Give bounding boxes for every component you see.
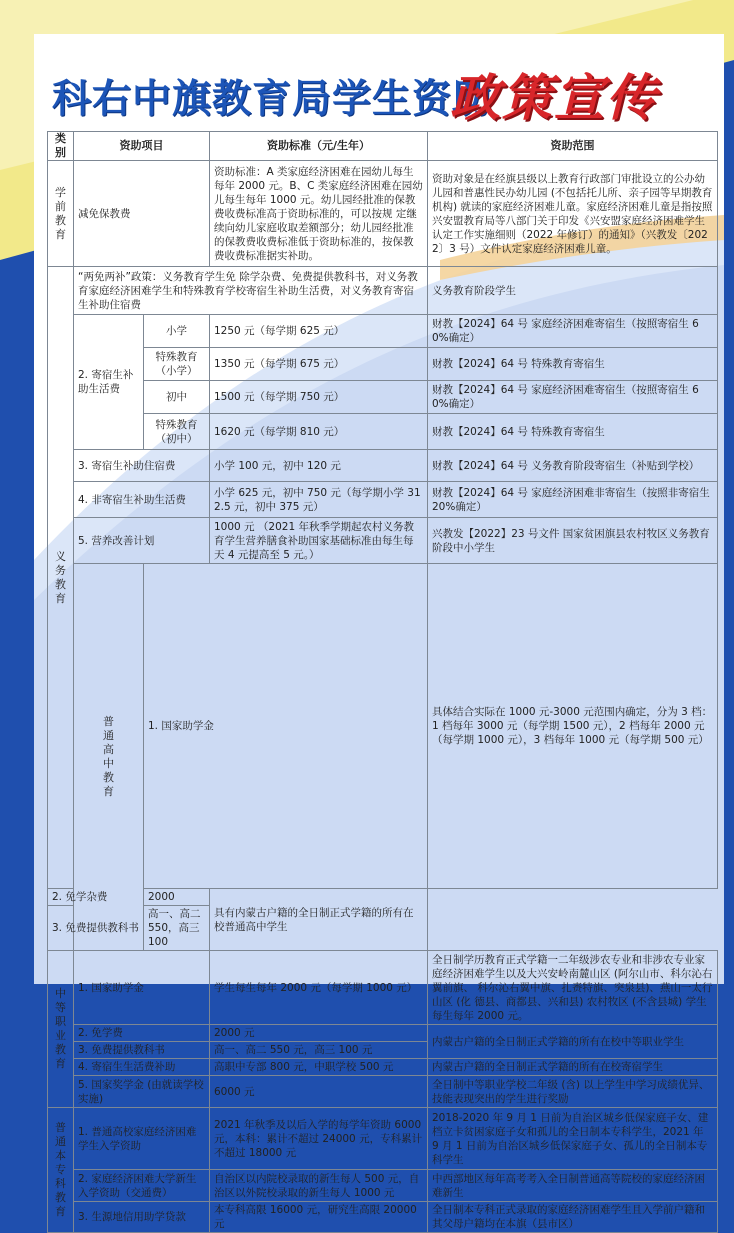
header-standard: 资助标准（元/生年） xyxy=(210,132,428,161)
table-row xyxy=(48,1025,718,1042)
header-scope: 资助范围 xyxy=(428,132,718,161)
item-cell: 1. 国家助学金 xyxy=(74,951,210,1025)
table-row xyxy=(48,1059,718,1076)
poster-title-accent: 政策宣传 xyxy=(450,69,658,127)
standard-cell: 1000 元 （2021 年秋季学期起农村义务教育学生营养膳食补助国家基础标准由每生每天 4 元提高至 5 元。） xyxy=(210,518,428,564)
item-cell: 3. 免费提供教科书 xyxy=(48,906,144,951)
standard-cell: 具体结合实际在 1000 元-3000 元范围内确定，分为 3 档：1 档每年 3000 元（每学期 1500 元），2 档每年 2000 元（每学期 1000 元），3 档每年 1000 元（每学期 500 元） xyxy=(428,564,718,889)
level-cell: 初中 xyxy=(144,381,210,414)
scope-cell: 财教【2024】64 号 家庭经济困难非寄宿生（按照非寄宿生 20%确定） xyxy=(428,482,718,518)
table-row xyxy=(48,1202,718,1233)
table-row xyxy=(48,889,718,906)
poster-title: 科右中旗教育局学生资助 xyxy=(52,77,493,122)
table-row xyxy=(48,450,718,482)
standard-cell: 2000 xyxy=(144,889,210,906)
table-row xyxy=(48,1076,718,1108)
item-cell: 2. 家庭经济困难大学新生入学资助（交通费） xyxy=(74,1170,210,1202)
table-row xyxy=(48,564,718,889)
scope-cell: 资助对象是在经旗县级以上教育行政部门审批设立的公办幼儿园和普惠性民办幼儿园 (不包括托儿所、亲子园等早期教育 机构) 就读的家庭经济困难儿童。家庭经济困难儿童是指按照兴安盟教育局等八部门关于印发《兴安盟家庭经济困难学生认定工作实施细则（2022 年修订）的通知》（兴教发〔2022〕3 号）文件认定家庭经济困难儿童。 xyxy=(428,161,718,267)
item-cell: 5. 国家奖学金 (由就读学校实施) xyxy=(74,1076,210,1108)
item-cell: 1. 国家助学金 xyxy=(144,564,428,889)
standard-cell: 自治区以内院校录取的新生每人 500 元，自治区以外院校录取的新生每人 1000 元 xyxy=(210,1170,428,1202)
scope-cell: 内蒙古户籍的全日制正式学籍的所有在校中等职业学生 xyxy=(428,1025,718,1059)
scope-cell: 财教【2024】64 号 特殊教育寄宿生 xyxy=(428,348,718,381)
level-cell: 特殊教育（小学） xyxy=(144,348,210,381)
category-cell xyxy=(48,1108,74,1233)
standard-cell: 1350 元（每学期 675 元） xyxy=(210,348,428,381)
table-header-row xyxy=(48,132,718,161)
scope-cell: 财教【2024】64 号 特殊教育寄宿生 xyxy=(428,414,718,450)
item-cell: 5. 营养改善计划 xyxy=(74,518,210,564)
item-cell: 1. 普通高校家庭经济困难学生入学资助 xyxy=(74,1108,210,1170)
scope-cell: 内蒙古户籍的全日制正式学籍的所有在校寄宿学生 xyxy=(428,1059,718,1076)
scope-cell: 兴教发【2022】23 号文件 国家贫困旗县农村牧区义务教育阶段中小学生 xyxy=(428,518,718,564)
table-row xyxy=(48,348,718,381)
standard-cell: 6000 元 xyxy=(210,1076,428,1108)
scope-cell: 全日制学历教育正式学籍一二年级涉农专业和非涉农专业家庭经济困难学生以及大兴安岭南麓山区 (阿尔山市、科尔沁右翼前旗、 科尔沁右翼中旗、扎赉特旗、突泉县)、燕山一太行山区 (化 德县、商都县、兴和县) 农村牧区 (不含县城) 学生每生每年 2000 元。 xyxy=(428,951,718,1025)
category-label: 中等职业教育 xyxy=(55,987,66,1070)
scope-cell: 2018-2020 年 9 月 1 日前为自治区城乡低保家庭子女、建档立卡贫困家庭子女和孤儿的全日制本专科学生，2021 年 9 月 1 日前为自治区城乡低保家庭子女、孤儿的全日制本专科学生 xyxy=(428,1108,718,1170)
item-cell: 3. 寄宿生补助住宿费 xyxy=(74,450,210,482)
table-row xyxy=(48,518,718,564)
item-cell: 2. 免学费 xyxy=(74,1025,210,1042)
item-cell: 2. 寄宿生补助生活费 xyxy=(74,315,144,450)
table-row xyxy=(48,1170,718,1202)
item-cell: 减免保教费 xyxy=(74,161,210,267)
category-label: 学前教育 xyxy=(55,185,66,241)
header-item: 资助项目 xyxy=(74,132,210,161)
scope-cell: 义务教育阶段学生 xyxy=(428,267,718,315)
table-row xyxy=(48,1108,718,1170)
level-cell: 小学 xyxy=(144,315,210,348)
header-category: 类别 xyxy=(48,132,74,161)
scope-cell: 财教【2024】64 号 义务教育阶段寄宿生（补贴到学校） xyxy=(428,450,718,482)
table-row xyxy=(48,267,718,315)
item-cell: 3. 生源地信用助学贷款 xyxy=(74,1202,210,1233)
scope-cell: 财教【2024】64 号 家庭经济困难寄宿生（按照寄宿生 60%确定） xyxy=(428,315,718,348)
standard-cell: 资助标准：A 类家庭经济困难在园幼儿每生每年 2000 元。B、C 类家庭经济困难在园幼儿每生每年 1000 元。幼儿园经批准的保教费收费标准高于资助标准的，可以按规 定继续向幼儿家庭收取差额部分；幼儿园经批准的保教费收费标准低于资助标准的，按保教费收费标准据实补助。 xyxy=(210,161,428,267)
standard-cell: 高一、高二 550 元，高三 100 元 xyxy=(210,1042,428,1059)
policy-table xyxy=(47,131,718,1233)
item-cell: 2. 免学杂费 xyxy=(48,889,144,906)
table-row xyxy=(48,482,718,518)
scope-cell: 中西部地区每年高考考入全日制普通高等院校的家庭经济困难新生 xyxy=(428,1170,718,1202)
standard-cell: 小学 100 元，初中 120 元 xyxy=(210,450,428,482)
table-row xyxy=(48,951,718,1025)
standard-cell: 高职中专部 800 元，中职学校 500 元 xyxy=(210,1059,428,1076)
category-label: 义务教育 xyxy=(55,549,66,605)
item-cell: 4. 寄宿生生活费补助 xyxy=(74,1059,210,1076)
scope-cell: 全日制中等职业学校二年级 (含) 以上学生中学习成绩优异、技能表现突出的学生进行奖励 xyxy=(428,1076,718,1108)
category-cell xyxy=(48,267,74,889)
table-row xyxy=(48,381,718,414)
scope-cell: 财教【2024】64 号 家庭经济困难寄宿生（按照寄宿生 60%确定） xyxy=(428,381,718,414)
item-cell: 3. 免费提供教科书 xyxy=(74,1042,210,1059)
category-label: 普通高中教育 xyxy=(103,715,114,798)
standard-cell: 学生每生每年 2000 元（每学期 1000 元） xyxy=(210,951,428,1025)
standard-cell: 2021 年秋季及以后入学的每学年资助 6000 元，本科：累计不超过 24000 元，专科累计不超过 18000 元 xyxy=(210,1108,428,1170)
standard-cell: 1620 元（每学期 810 元） xyxy=(210,414,428,450)
table-row xyxy=(48,414,718,450)
item-cell: “两免两补”政策：义务教育学生免 除学杂费、免费提供教科书，对义务教育家庭经济困难学生和特殊教育学校寄宿生补助生活费，对义务教育寄宿生补助住宿费 xyxy=(74,267,428,315)
standard-cell: 2000 元 xyxy=(210,1025,428,1042)
standard-cell: 高一、高二 550，高三 100 xyxy=(144,906,210,951)
scope-cell: 全日制本专科正式录取的家庭经济困难学生且入学前户籍和其父母户籍均在本旗（县市区） xyxy=(428,1202,718,1233)
standard-cell: 1250 元（每学期 625 元） xyxy=(210,315,428,348)
category-cell xyxy=(48,951,74,1108)
category-cell xyxy=(48,161,74,267)
item-cell: 4. 非寄宿生补助生活费 xyxy=(74,482,210,518)
table-row xyxy=(48,161,718,267)
standard-cell: 小学 625 元，初中 750 元（每学期小学 312.5 元，初中 375 元） xyxy=(210,482,428,518)
table-row xyxy=(48,315,718,348)
category-label: 普通本专科教育 xyxy=(55,1121,66,1218)
standard-cell: 本专科高限 16000 元，研究生高限 20000 元 xyxy=(210,1202,428,1233)
scope-cell: 具有内蒙古户籍的全日制正式学籍的所有在校普通高中学生 xyxy=(210,889,428,951)
level-cell: 特殊教育（初中） xyxy=(144,414,210,450)
standard-cell: 1500 元（每学期 750 元） xyxy=(210,381,428,414)
